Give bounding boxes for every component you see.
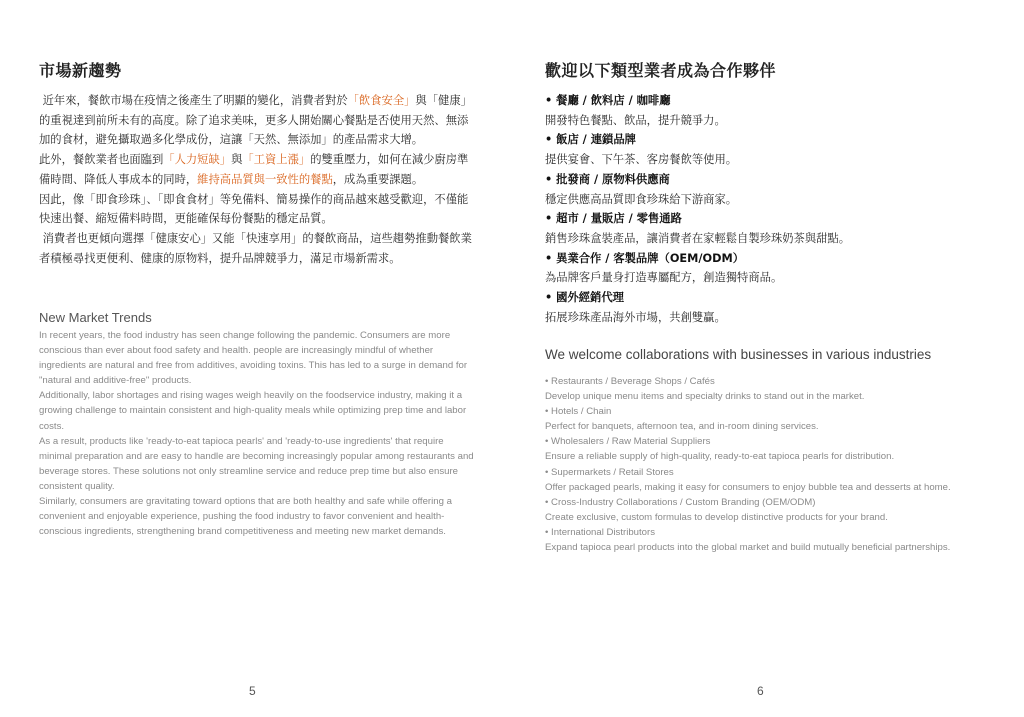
en-partner-category: • Hotels / Chain — [545, 406, 612, 418]
zh-partner-desc: 開發特色餐點、飲品，提升競爭力。 — [545, 113, 726, 127]
en-partner-desc: Offer packaged pearls, making it easy for consumers to enjoy bubble tea and desserts at home. — [545, 481, 951, 493]
en-partner-desc: Perfect for banquets, afternoon tea, and in-room dining services. — [545, 421, 819, 433]
zh-partner-list — [545, 91, 985, 327]
en-partner-desc: Develop unique menu items and specialty drinks to stand out in the market. — [545, 391, 865, 403]
en-partner-desc: Ensure a reliable supply of high-quality, ready-to-eat tapioca pearls for distribution. — [545, 451, 895, 463]
en-partner-category: • International Distributors — [545, 526, 656, 538]
right-page — [512, 0, 1024, 717]
zh-text: 此外，餐飲業者也面臨到 — [39, 153, 164, 167]
zh-partner-category: • 飯店 / 連鎖品牌 — [545, 133, 636, 147]
highlight-labor-shortage: 「人力短缺」 — [163, 153, 232, 167]
en-paragraph-4: Similarly, consumers are gravitating toward options that are both healthy and safe while offering a convenient and enjoyable experience, pushing the food industry to favor convenient and health-conscious ingredients, strengthening brand competitiveness and meeting new market demands. — [39, 496, 452, 538]
en-partners-title: We welcome collaborations with businesses in various industries — [545, 347, 932, 362]
highlight-quality: 維持高品質與一致性的餐點 — [197, 172, 333, 186]
zh-paragraph-4 — [39, 229, 479, 268]
zh-text: 與「健康」的重視達到前所未有的高度。除了追求美味，更多人開始關心餐點是否使用天然、無添加的食材，避免攝取過多化學成份，這讓「天然、無添加」的產品需求大增。 — [39, 94, 472, 147]
en-partner-category: • Restaurants / Beverage Shops / Cafés — [545, 376, 715, 387]
zh-section-title: 市場新趨勢 — [39, 61, 122, 80]
zh-partner-desc: 提供宴會、下午茶、客房餐飲等使用。 — [545, 153, 738, 167]
zh-partner-category: • 國外經銷代理 — [545, 291, 624, 305]
highlight-food-safety: 「飲食安全」 — [347, 94, 416, 107]
en-section-title: New Market Trends — [39, 310, 152, 325]
zh-text: 消費者也更傾向選擇「健康安心」又能「快速享用」的餐飲商品，這些趨勢推動餐飲業者積極尋找更便利、健康的原物料，提升品牌競爭力，滿足市場新需求。 — [39, 231, 472, 265]
en-paragraph-1: In recent years, the food industry has seen change following the pandemic. Consumers are more conscious than ever about food safety and health. people are increasingly mindful of whether ingredients are natural and free from additives, avoiding toxins. This has led to a surge in demand for "natural and additive-free" products. — [39, 330, 468, 387]
zh-partner-desc: 銷售珍珠盒裝產品，讓消費者在家輕鬆自製珍珠奶茶與甜點。 — [545, 231, 851, 245]
zh-text: 近年來，餐飲市場在疫情之後產生了明顯的變化，消費者對於 — [42, 94, 348, 107]
page-number: 6 — [757, 684, 764, 698]
en-paragraph-2: Additionally, labor shortages and rising wages weigh heavily on the foodservice industry, making it a growing challenge to maintain consistent and high-quality meals while optimizing prep time and labor costs. — [39, 390, 467, 432]
en-partner-category: • Wholesalers / Raw Material Suppliers — [545, 436, 711, 448]
zh-partner-category: • 餐廳 / 飲料店 / 咖啡廳 — [545, 94, 671, 107]
zh-text: 的雙重壓力，如何在減少廚房準備時間、降低人事成本的同時， — [39, 153, 469, 186]
zh-body-text — [39, 91, 479, 268]
en-partner-category: • Supermarkets / Retail Stores — [545, 466, 674, 478]
zh-partner-category: • 批發商 / 原物料供應商 — [545, 172, 670, 186]
zh-text: 與 — [231, 153, 243, 167]
zh-partner-desc: 拓展珍珠產品海外市場，共創雙贏。 — [545, 310, 726, 324]
en-partner-category: • Cross-Industry Collaborations / Custom Branding (OEM/ODM) — [545, 496, 816, 508]
en-body-text — [39, 328, 479, 539]
zh-paragraph-3: 因此，像「即食珍珠」、「即食食材」等免備料、簡易操作的商品越來越受歡迎，不僅能快速出餐、縮短備料時間，更能確保每份餐點的穩定品質。 — [39, 192, 469, 226]
zh-paragraph-1 — [39, 91, 479, 150]
en-paragraph-3: As a result, products like 'ready-to-eat tapioca pearls' and 'ready-to-use ingredients' that require minimal preparation and are easy to handle are becoming increasingly popular among restaurants and beverage stores. These solutions not only streamline service and reduce prep time but also ensure consistent quality. — [39, 435, 474, 492]
zh-partner-desc: 為品牌客戶量身打造專屬配方，創造獨特商品。 — [545, 271, 783, 285]
en-partner-list — [545, 374, 1005, 555]
zh-paragraph-2 — [39, 150, 479, 189]
zh-partner-category: • 超市 / 量販店 / 零售通路 — [545, 212, 682, 226]
zh-partner-category: • 異業合作 / 客製品牌（OEM/ODM） — [545, 251, 745, 265]
page-number: 5 — [249, 684, 256, 698]
zh-partners-title: 歡迎以下類型業者成為合作夥伴 — [545, 61, 777, 80]
zh-text: ，成為重要課題。 — [332, 172, 424, 186]
en-partner-desc: Create exclusive, custom formulas to develop distinctive products for your brand. — [545, 511, 888, 523]
en-partner-desc: Expand tapioca pearl products into the global market and build mutually beneficial partnerships. — [545, 542, 951, 554]
highlight-wage-increase: 「工資上漲」 — [242, 153, 311, 167]
zh-partner-desc: 穩定供應高品質即食珍珠給下游商家。 — [545, 192, 738, 206]
